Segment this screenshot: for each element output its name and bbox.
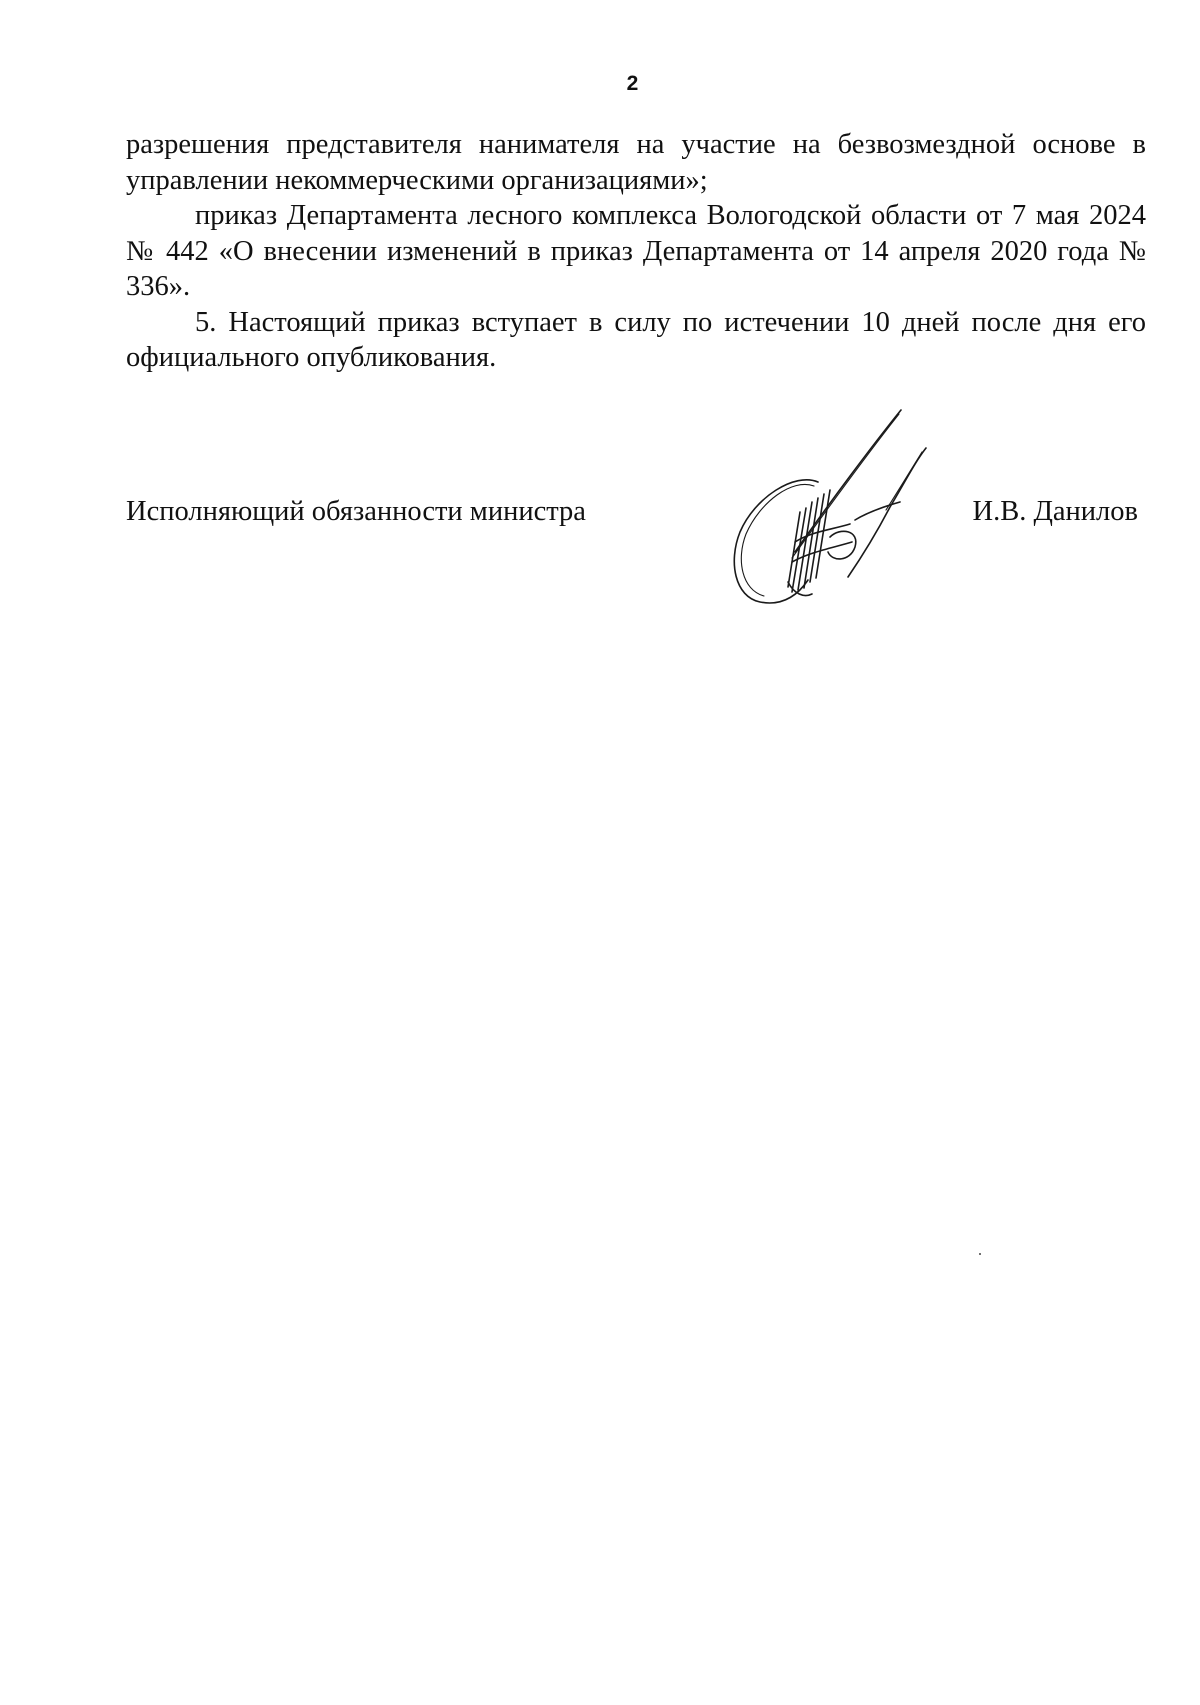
body-text — [126, 127, 1146, 376]
signatory-name: И.В. Данилов — [972, 496, 1138, 527]
paragraph-effective-date: 5. Настоящий приказ вступает в силу по истечении 10 дней после дня его официального опубликования. — [126, 306, 1146, 373]
signature-block — [126, 494, 1146, 534]
signatory-title: Исполняющий обязанности министра — [126, 496, 586, 527]
paragraph-order-reference: приказ Департамента лесного комплекса Вологодской области от 7 мая 2024 № 442 «О внесении изменений в приказ Департамента от 14 апреля 2020 года № 336». — [126, 200, 1146, 302]
page-number: 2 — [626, 72, 639, 95]
paragraph-continuation: разрешения представителя нанимателя на участие на безвозмездной основе в управлении некоммерческими организациями»; — [126, 129, 1146, 196]
handwritten-signature-icon — [700, 402, 940, 612]
scan-speck — [979, 1253, 981, 1255]
